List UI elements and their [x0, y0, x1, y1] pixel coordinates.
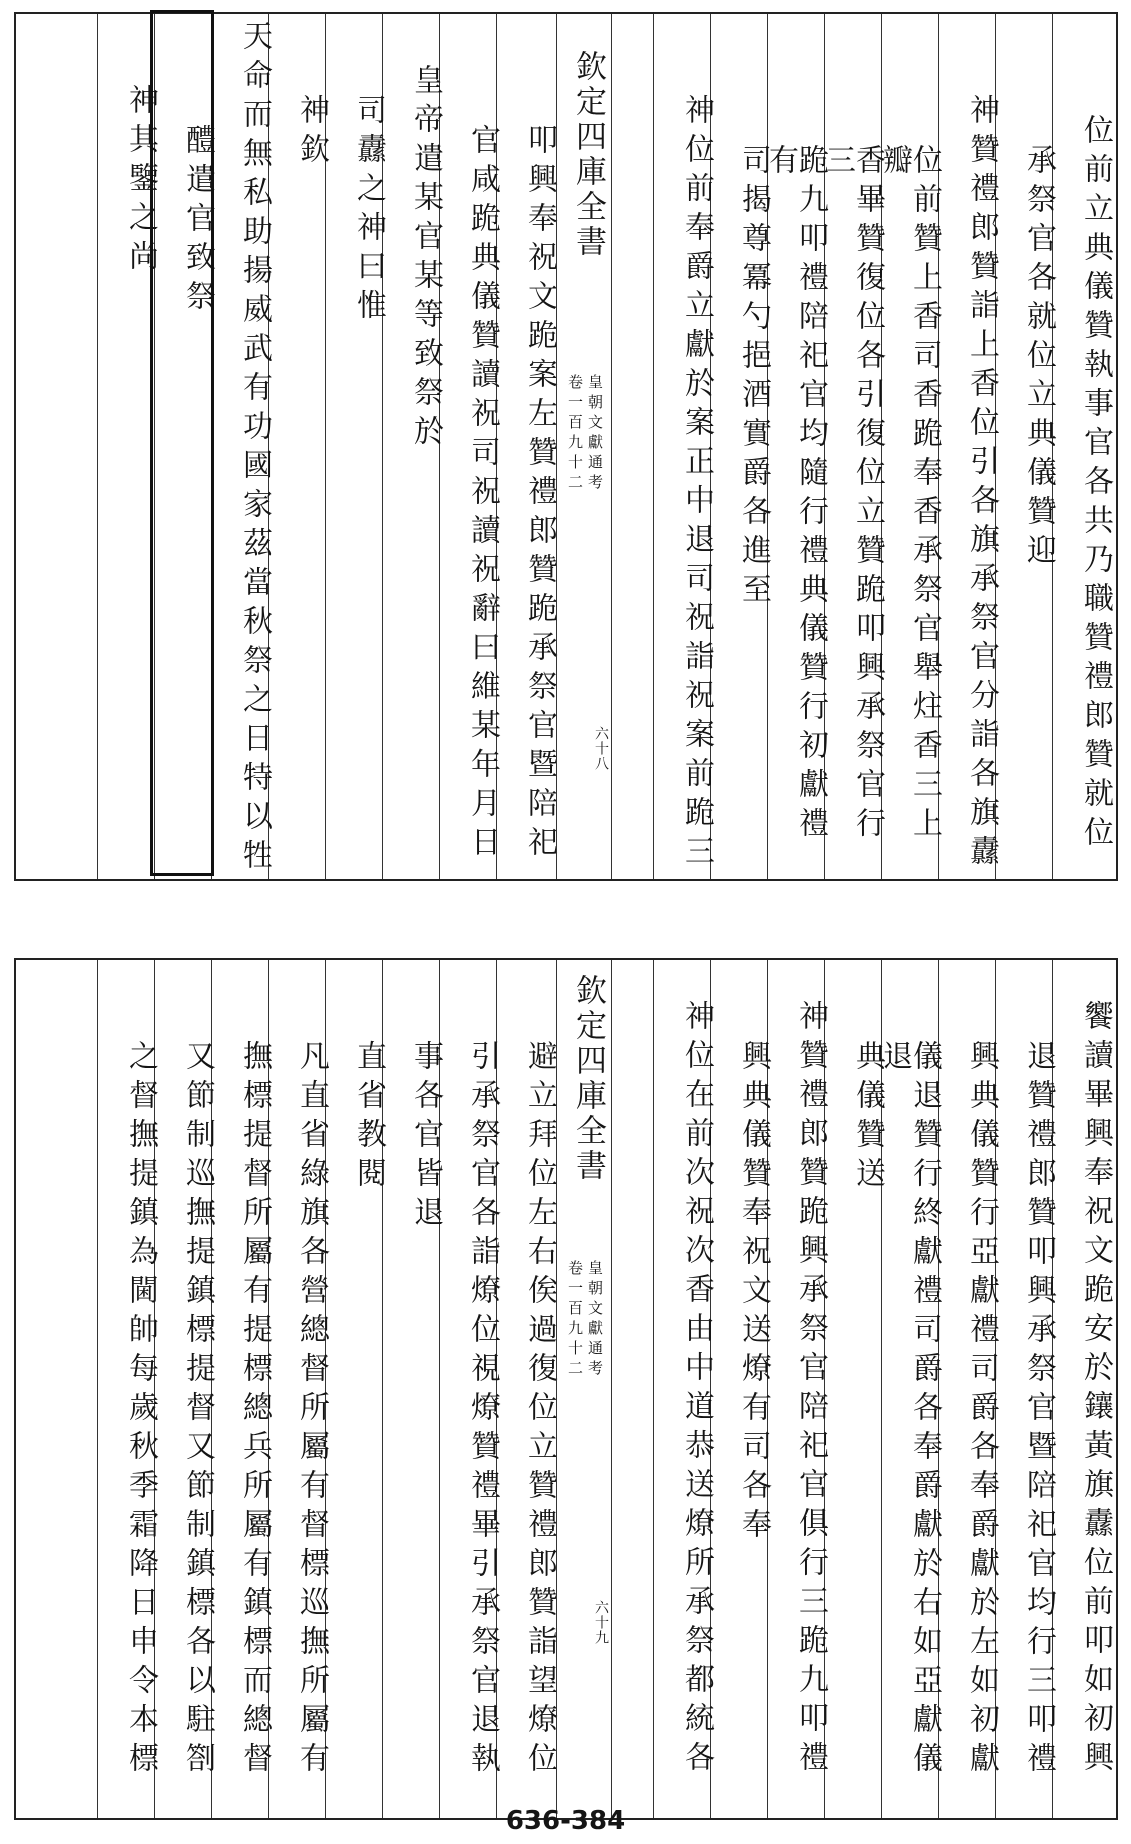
column-text: 神其鑒之尚 [123, 84, 158, 279]
text-column [1052, 960, 1113, 1818]
text-column [824, 960, 885, 1818]
column-text: 興典儀贊奉祝文送燎有司各奉 [736, 1040, 771, 1547]
text-column [211, 960, 272, 1818]
column-text: 司纛之神曰惟 [351, 94, 386, 328]
column-text: 又節制巡撫提鎮標提督又節制鎮標各以駐劄 [180, 1040, 215, 1781]
column-text: 興典儀贊行亞獻禮司爵各奉爵獻於左如初獻 [964, 1040, 999, 1781]
text-column [382, 960, 443, 1818]
column-text: 神位前奉爵立獻於案正中退司祝詣祝案前跪三 [679, 94, 714, 874]
column-text: 神贊禮郎贊詣上香位引各旗承祭官分詣各旗纛 [964, 94, 999, 874]
text-column [496, 14, 557, 879]
text-column [154, 960, 215, 1818]
text-column [938, 14, 999, 879]
text-column [877, 960, 942, 1818]
text-column [995, 14, 1056, 879]
top-section-title: 皇朝文獻通考 [586, 374, 604, 494]
bottom-page [14, 958, 1118, 1820]
top-book-title: 欽定四庫全書 [570, 50, 606, 260]
column-text: 儀退贊行終獻禮司爵各奉爵獻於右如亞獻儀退 [877, 1040, 942, 1781]
column-text: 醴遣官致祭 [180, 124, 215, 319]
text-column [211, 14, 272, 879]
bottom-center-column [556, 960, 612, 1818]
column-text: 引承祭官各詣燎位視燎贊禮畢引承祭官退執 [465, 1040, 500, 1781]
top-volume-label: 卷一百九十二 [566, 374, 584, 494]
elevated-column-frame [150, 10, 214, 876]
text-column [439, 960, 500, 1818]
text-column [710, 14, 771, 879]
column-text: 退贊禮郎贊叩興承祭官暨陪祀官均行三叩禮 [1021, 1040, 1056, 1781]
top-page [14, 12, 1118, 881]
bottom-volume-label: 卷一百九十二 [566, 1260, 584, 1380]
top-center-column [556, 14, 612, 879]
text-column [820, 14, 885, 879]
column-text: 天命而無私助揚威武有功國家茲當秋祭之日特以牲 [237, 20, 272, 878]
column-text: 典儀贊送 [850, 1040, 885, 1196]
bottom-folio-number: 六十九 [593, 1600, 609, 1645]
column-text: 位前立典儀贊執事官各共乃職贊禮郎贊就位 [1078, 114, 1113, 855]
text-column [382, 14, 443, 879]
column-text: 神贊禮郎贊跪興承祭官陪祀官俱行三跪九叩禮 [793, 1000, 828, 1780]
column-text: 饗讀畢興奉祝文跪安於鑲黃旗纛位前叩如初興 [1078, 1000, 1113, 1780]
text-column [97, 14, 158, 879]
text-column [938, 960, 999, 1818]
column-text: 神欽 [294, 94, 329, 172]
text-column [763, 14, 828, 879]
column-text: 撫標提督所屬有提標總兵所屬有鎮標而總督 [237, 1040, 272, 1781]
column-text: 香畢贊復位各引復位立贊跪叩興承祭官行三 [820, 144, 885, 846]
column-text: 神位在前次祝次香由中道恭送燎所承祭都統各 [679, 1000, 714, 1780]
text-column [325, 960, 386, 1818]
column-text: 事各官皆退 [408, 1040, 443, 1235]
text-column [496, 960, 557, 1818]
text-column [767, 960, 828, 1818]
column-text: 承祭官各就位立典儀贊迎 [1021, 144, 1056, 573]
text-column [995, 960, 1056, 1818]
text-column [268, 14, 329, 879]
text-column [710, 960, 771, 1818]
column-text: 避立拜位左右俟過復位立贊禮郎贊詣望燎位 [522, 1040, 557, 1781]
column-text: 叩興奉祝文跪案左贊禮郎贊跪承祭官暨陪祀 [522, 124, 557, 865]
text-column [268, 960, 329, 1818]
text-column [1052, 14, 1113, 879]
column-text: 官咸跪典儀贊讀祝司祝讀祝辭曰維某年月日 [465, 124, 500, 865]
text-column [439, 14, 500, 879]
text-column [653, 14, 714, 879]
column-text: 位前贊上香司香跪奉香承祭官舉炷香三上瓣 [877, 144, 942, 846]
column-text: 皇帝遣某官某等致祭於 [408, 64, 443, 454]
page-number: 636-384 [505, 1806, 626, 1836]
column-text: 司揭尊冪勺挹酒實爵各進至 [736, 144, 771, 612]
bottom-book-title: 欽定四庫全書 [570, 974, 606, 1184]
text-column [653, 960, 714, 1818]
column-text: 跪九叩禮陪祀官均隨行禮典儀贊行初獻禮有 [763, 144, 828, 846]
text-column [877, 14, 942, 879]
text-column [325, 14, 386, 879]
column-text: 凡直省綠旗各營總督所屬有督標巡撫所屬有 [294, 1040, 329, 1781]
top-folio-number: 六十八 [593, 726, 609, 771]
text-column [97, 960, 158, 1818]
bottom-section-title: 皇朝文獻通考 [586, 1260, 604, 1380]
column-text: 直省教閱 [351, 1040, 386, 1196]
column-text: 之督撫提鎮為閫帥每歲秋季霜降日申令本標 [123, 1040, 158, 1781]
